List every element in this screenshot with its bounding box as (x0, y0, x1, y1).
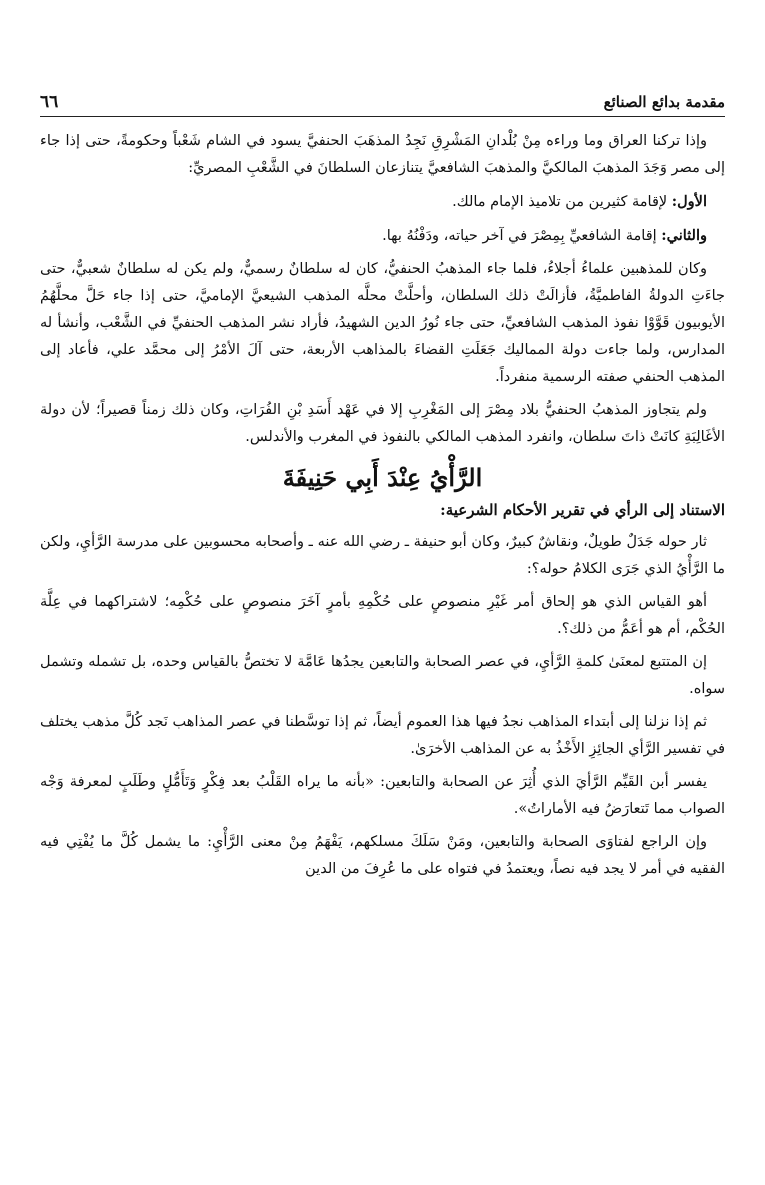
list-text: لإقامة كثيرين من تلاميذ الإمام مالك. (452, 194, 672, 210)
sub-heading: الاستناد إلى الرأي في تقرير الأحكام الشرعية: (440, 501, 725, 519)
paragraph: وكان للمذهبين علماءُ أجلاءُ، فلما جاء المذهبُ الحنفيُّ، كان له سلطانٌ رسميٌّ، ولم يكن له سلطانٌ شعبيٌّ، حتى جاءَتِ الدولةُ الفاطميَّةُ، فأزالَتْ ذلك السلطان، وأحلَّتْ محلَّه المذهب الشيعيَّ الإماميَّ، حتى إذا جاء حَلَّ محلَّهُمُ الأيوبيون قَوَّوْا نفوذ المذهب الشافعيِّ، حتى جاء نُورُ الدين الشهيدُ، فأراد نشر المذهب الحنفيِّ في الشَّعْب، وأنشأ له المدارس، ولما جاءت دولة المماليك جَعَلَتِ القضاءَ بالمذاهب الأربعة، حتى آلَ الأمْرُ إلى محمَّد علي، فأعاد إلى المذهب الحنفي صفته الرسمية منفرداً. (40, 261, 725, 385)
list-item-second (40, 222, 725, 250)
paragraph: وإن الراجع لفتاوَى الصحابة والتابعين، ومَنْ سَلَكَ مسلكهم، يَفْهَمُ مِنْ معنى الرَّأْيِ: ما يشمل كُلَّ ما يُفْتِي فيه الفقيه في أمر لا يجد فيه نصاً، ويعتمدُ في فتواه على ما عُرِفَ من الدين (40, 834, 725, 877)
running-title: مقدمة بدائع الصنائع (603, 93, 725, 111)
paragraph: إن المتتبع لمعنَىٰ كلمةِ الرَّأيِ، في عصر الصحابة والتابعين يجدُها عَامَّة لا تختصُّ بالقياس وحده، بل تشمله وتشمل سواه. (40, 654, 725, 697)
list-item-first (40, 188, 725, 216)
page-header (40, 88, 725, 117)
list-label: والثاني: (661, 227, 707, 244)
paragraph: ولم يتجاوز المذهبُ الحنفيُّ بلاد مِصْرَ إلى المَغْرِبِ إلا في عَهْد أَسَدِ بْنِ الفُرَاتِ، وكان ذلك زمناً قصيراً؛ لأن دولة الأغَالِبَةِ كانَتْ ذاتَ سلطان، وانفرد المذهب المالكي بالنفوذ في المغرب والأندلس. (40, 402, 725, 445)
paragraph: وإذا تركنا العراق وما وراءه مِنْ بُلْدانِ المَشْرِقِ نَجِدُ المذهَبَ الحنفيَّ يسود في الشام شَعْباً وحكومةً، حتى إذا جاء إلى مصر وَجَدَ المذهبَ المالكيَّ والمذهبَ الشافعيَّ يتنازعان السلطانَ في الشَّعْبِ المصريِّ: (40, 133, 725, 176)
paragraph: أهو القياس الذي هو إلحاق أمر غَيْرِ منصوصٍ على حُكْمِهِ بأمرٍ آخَرَ منصوصٍ على حُكْمِه؛ لاشتراكهما في عِلَّة الحُكْم، أم هو أعَمُّ من ذلك؟. (40, 594, 725, 637)
page-body (40, 128, 725, 889)
page-number: ٦٦ (40, 92, 59, 112)
paragraph: ثار حوله جَدَلٌ طويلٌ، ونقاشٌ كبيرٌ، وكان أبو حنيفة ـ رضي الله عنه ـ وأصحابه محسوبين على مدرسة الرَّأيِ، ولكن ما الرَّأْيُ الذي جَرَى الكلامُ حوله؟: (40, 534, 725, 577)
paragraph: ثم إذا نزلنا إلى أبتداء المذاهب نجدُ فيها هذا العموم أيضاً، ثم إذا توسَّطنا في عصر المذاهب نَجد كُلَّ مذهب يختلف في تفسير الرَّأي الجائِزِ الأَخْذُ به عن المذاهب الأخرَىٰ. (40, 714, 725, 757)
list-text: إقامة الشافعيِّ بِمِصْرَ في آخر حياته، ودَفْنُهُ بها. (382, 228, 662, 244)
section-title: الرَّأْيُ عِنْدَ أَبِي حَنِيفَةَ (282, 463, 483, 492)
paragraph: يفسر أبن القَيِّم الرَّأيَ الذي أُثِرَ عن الصحابة والتابعين: «بأنه ما يراه القَلْبُ بعد فِكْرٍ وَتَأَمُّلٍ وطَلَبٍ لمعرفة وَجْه الصواب مما تَتعارَضُ فيه الأماراتُ». (40, 774, 725, 817)
list-label: الأول: (671, 193, 707, 210)
